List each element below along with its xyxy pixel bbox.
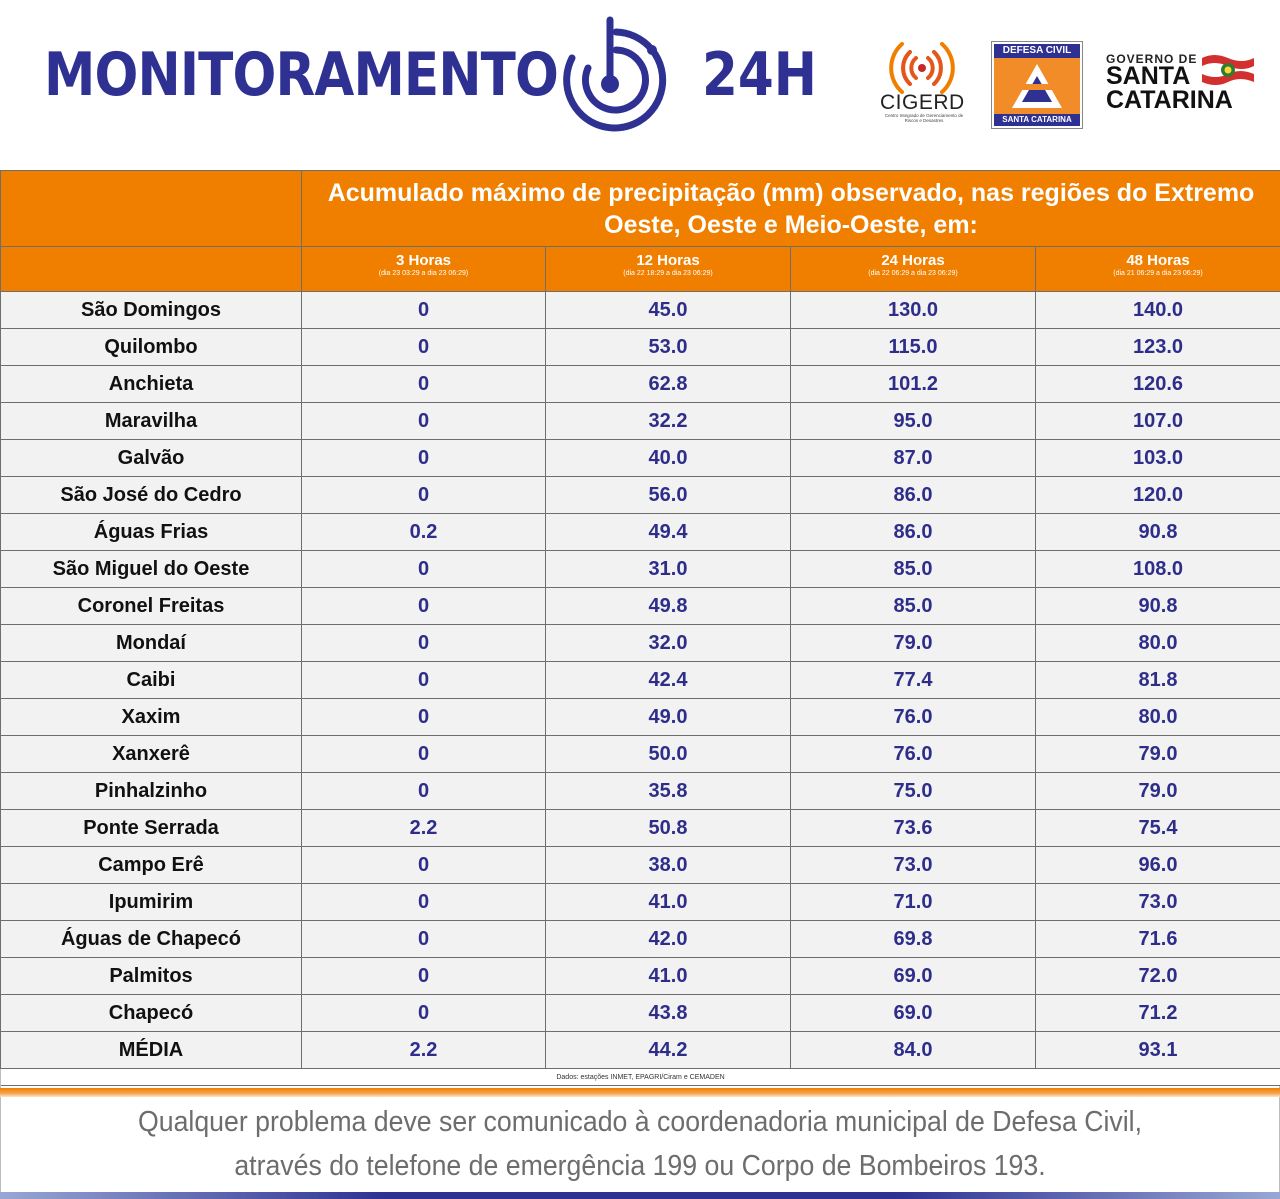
precip-h3: 0 xyxy=(302,995,546,1032)
footer-line-1: Qualquer problema deve ser comunicado à coordenadoria municipal de Defesa Civil, xyxy=(137,1106,1143,1138)
table-row xyxy=(1,810,1280,847)
period-header-48h xyxy=(1036,247,1280,292)
municipality-name: Galvão xyxy=(1,440,302,477)
precip-h3: 0 xyxy=(302,440,546,477)
table-row xyxy=(1,588,1280,625)
precip-h24: 87.0 xyxy=(791,440,1036,477)
defesa-civil-top: DEFESA CIVIL xyxy=(994,44,1080,58)
precip-h3: 0 xyxy=(302,329,546,366)
precip-h48: 71.2 xyxy=(1036,995,1280,1032)
radar-logo-icon xyxy=(548,14,672,138)
precip-h3: 0 xyxy=(302,773,546,810)
precip-h12: 62.8 xyxy=(546,366,791,403)
period-range: (dia 22 06:29 a dia 23 06:29) xyxy=(868,270,958,277)
precip-h3: 0 xyxy=(302,662,546,699)
table-row xyxy=(1,884,1280,921)
table-row xyxy=(1,736,1280,773)
precip-h12: 45.0 xyxy=(546,292,791,329)
municipality-name: Mondaí xyxy=(1,625,302,662)
precip-h12: 32.2 xyxy=(546,403,791,440)
municipality-name: MÉDIA xyxy=(1,1032,302,1069)
precip-h3: 0 xyxy=(302,551,546,588)
precip-h24: 79.0 xyxy=(791,625,1036,662)
period-header-row xyxy=(1,247,1280,292)
precip-h12: 42.4 xyxy=(546,662,791,699)
precip-h48: 108.0 xyxy=(1036,551,1280,588)
municipality-name: Águas Frias xyxy=(1,514,302,551)
title-monitoramento: MONITORAMENTO xyxy=(44,40,558,110)
precip-h12: 38.0 xyxy=(546,847,791,884)
precip-h24: 69.0 xyxy=(791,958,1036,995)
defesa-civil-bottom: SANTA CATARINA xyxy=(994,114,1080,126)
precip-h24: 75.0 xyxy=(791,773,1036,810)
table-row xyxy=(1,921,1280,958)
precip-h48: 72.0 xyxy=(1036,958,1280,995)
precip-h24: 85.0 xyxy=(791,588,1036,625)
sc-flag-icon xyxy=(1200,52,1256,86)
precip-h48: 80.0 xyxy=(1036,699,1280,736)
precip-h24: 86.0 xyxy=(791,477,1036,514)
precip-h24: 76.0 xyxy=(791,699,1036,736)
precip-h48: 123.0 xyxy=(1036,329,1280,366)
municipality-name: Ponte Serrada xyxy=(1,810,302,847)
precip-h12: 49.8 xyxy=(546,588,791,625)
period-label: 24 Horas xyxy=(881,252,945,269)
precip-h12: 56.0 xyxy=(546,477,791,514)
header xyxy=(0,0,1280,170)
precip-h12: 50.8 xyxy=(546,810,791,847)
precip-h3: 0 xyxy=(302,588,546,625)
precip-h48: 71.6 xyxy=(1036,921,1280,958)
table-row xyxy=(1,514,1280,551)
precip-h48: 81.8 xyxy=(1036,662,1280,699)
precip-h48: 120.0 xyxy=(1036,477,1280,514)
precip-h12: 32.0 xyxy=(546,625,791,662)
precip-h3: 0 xyxy=(302,366,546,403)
precip-h48: 90.8 xyxy=(1036,514,1280,551)
source-row xyxy=(1,1069,1280,1086)
municipality-name: Ipumirim xyxy=(1,884,302,921)
defesa-civil-triangle-icon xyxy=(1010,62,1064,110)
table-row xyxy=(1,1032,1280,1069)
municipality-name: Xaxim xyxy=(1,699,302,736)
governo-catarina: CATARINA xyxy=(1106,86,1233,114)
precip-h3: 0 xyxy=(302,292,546,329)
table-row xyxy=(1,366,1280,403)
precip-h24: 77.4 xyxy=(791,662,1036,699)
data-source-note: Dados: estações INMET, EPAGRI/Ciram e CEMADEN xyxy=(1,1069,1280,1086)
precip-h3: 0 xyxy=(302,477,546,514)
precip-h48: 90.8 xyxy=(1036,588,1280,625)
municipality-name: São Domingos xyxy=(1,292,302,329)
period-label: 3 Horas xyxy=(395,252,452,269)
precip-h48: 140.0 xyxy=(1036,292,1280,329)
precip-h3: 0 xyxy=(302,921,546,958)
precip-h3: 2.2 xyxy=(302,810,546,847)
precip-h3: 2.2 xyxy=(302,1032,546,1069)
precip-h48: 103.0 xyxy=(1036,440,1280,477)
period-range: (dia 22 18:29 a dia 23 06:29) xyxy=(623,270,713,277)
table-title-row xyxy=(1,171,1280,247)
precip-h3: 0 xyxy=(302,847,546,884)
precip-h24: 86.0 xyxy=(791,514,1036,551)
precip-h12: 35.8 xyxy=(546,773,791,810)
table-row xyxy=(1,477,1280,514)
precip-h3: 0 xyxy=(302,958,546,995)
precip-h24: 115.0 xyxy=(791,329,1036,366)
precip-h3: 0 xyxy=(302,625,546,662)
table-row xyxy=(1,551,1280,588)
period-empty-cell xyxy=(1,247,302,292)
precip-h12: 41.0 xyxy=(546,884,791,921)
period-header-12h xyxy=(546,247,791,292)
table-row xyxy=(1,329,1280,366)
table-row xyxy=(1,625,1280,662)
precip-h24: 85.0 xyxy=(791,551,1036,588)
table-row xyxy=(1,995,1280,1032)
period-label: 48 Horas xyxy=(1126,252,1190,269)
municipality-name: Xanxerê xyxy=(1,736,302,773)
table-row xyxy=(1,773,1280,810)
precip-h24: 71.0 xyxy=(791,884,1036,921)
table-title: Acumulado máximo de precipitação (mm) observado, nas regiões do Extremo Oeste, Oeste e Meio-Oeste, em: xyxy=(327,178,1255,239)
precip-h12: 43.8 xyxy=(546,995,791,1032)
precip-h48: 107.0 xyxy=(1036,403,1280,440)
precip-h48: 80.0 xyxy=(1036,625,1280,662)
orange-divider xyxy=(0,1088,1280,1097)
precip-h24: 84.0 xyxy=(791,1032,1036,1069)
municipality-name: Anchieta xyxy=(1,366,302,403)
precip-h48: 75.4 xyxy=(1036,810,1280,847)
table-row xyxy=(1,662,1280,699)
precip-h12: 31.0 xyxy=(546,551,791,588)
period-range: (dia 21 06:29 a dia 23 06:29) xyxy=(1113,270,1203,277)
precip-h12: 41.0 xyxy=(546,958,791,995)
table-row xyxy=(1,847,1280,884)
municipality-name: Campo Erê xyxy=(1,847,302,884)
table-row xyxy=(1,440,1280,477)
precip-h24: 69.0 xyxy=(791,995,1036,1032)
cigerd-subtitle: Centro Integrado de Gerenciamento de Riscos e Desastres xyxy=(884,113,964,123)
footer-line-2: através do telefone de emergência 199 ou Corpo de Bombeiros 193. xyxy=(234,1150,1046,1182)
period-range: (dia 23 03:29 a dia 23 06:29) xyxy=(378,270,469,277)
precip-h12: 49.4 xyxy=(546,514,791,551)
defesa-civil-logo xyxy=(992,42,1082,128)
municipality-name: Maravilha xyxy=(1,403,302,440)
blue-divider xyxy=(0,1192,1280,1199)
municipality-name: Coronel Freitas xyxy=(1,588,302,625)
table-row xyxy=(1,699,1280,736)
precip-h3: 0.2 xyxy=(302,514,546,551)
precip-h24: 73.0 xyxy=(791,847,1036,884)
precip-h3: 0 xyxy=(302,736,546,773)
precip-h24: 101.2 xyxy=(791,366,1036,403)
title-24h: 24H xyxy=(702,40,817,110)
municipality-name: Pinhalzinho xyxy=(1,773,302,810)
precip-h12: 40.0 xyxy=(546,440,791,477)
header-empty-cell xyxy=(1,171,302,247)
municipality-name: Caibi xyxy=(1,662,302,699)
precip-h48: 120.6 xyxy=(1036,366,1280,403)
precip-h48: 79.0 xyxy=(1036,773,1280,810)
period-header-24h xyxy=(791,247,1036,292)
precip-h12: 49.0 xyxy=(546,699,791,736)
period-header-3h xyxy=(302,247,546,292)
footer-message xyxy=(0,1100,1280,1188)
cigerd-name: CIGERD xyxy=(880,91,965,114)
table-row xyxy=(1,403,1280,440)
precip-h24: 130.0 xyxy=(791,292,1036,329)
precip-h48: 73.0 xyxy=(1036,884,1280,921)
table-row xyxy=(1,958,1280,995)
precip-h3: 0 xyxy=(302,884,546,921)
precip-h12: 44.2 xyxy=(546,1032,791,1069)
table-row xyxy=(1,292,1280,329)
precipitation-table xyxy=(0,170,1280,1086)
precip-h3: 0 xyxy=(302,699,546,736)
municipality-name: Palmitos xyxy=(1,958,302,995)
municipality-name: Chapecó xyxy=(1,995,302,1032)
precip-h48: 93.1 xyxy=(1036,1032,1280,1069)
table-title-cell xyxy=(302,171,1280,247)
precip-h48: 96.0 xyxy=(1036,847,1280,884)
municipality-name: Quilombo xyxy=(1,329,302,366)
precip-h24: 76.0 xyxy=(791,736,1036,773)
precip-h12: 53.0 xyxy=(546,329,791,366)
precip-h48: 79.0 xyxy=(1036,736,1280,773)
precip-h12: 42.0 xyxy=(546,921,791,958)
municipality-name: São José do Cedro xyxy=(1,477,302,514)
period-label: 12 Horas xyxy=(636,252,700,269)
precip-h3: 0 xyxy=(302,403,546,440)
precip-h24: 95.0 xyxy=(791,403,1036,440)
precip-h12: 50.0 xyxy=(546,736,791,773)
governo-label: GOVERNO DE xyxy=(1106,52,1198,66)
precip-h24: 73.6 xyxy=(791,810,1036,847)
precip-h24: 69.8 xyxy=(791,921,1036,958)
municipality-name: Águas de Chapecó xyxy=(1,921,302,958)
municipality-name: São Miguel do Oeste xyxy=(1,551,302,588)
governo-santa: SANTA xyxy=(1106,62,1191,90)
